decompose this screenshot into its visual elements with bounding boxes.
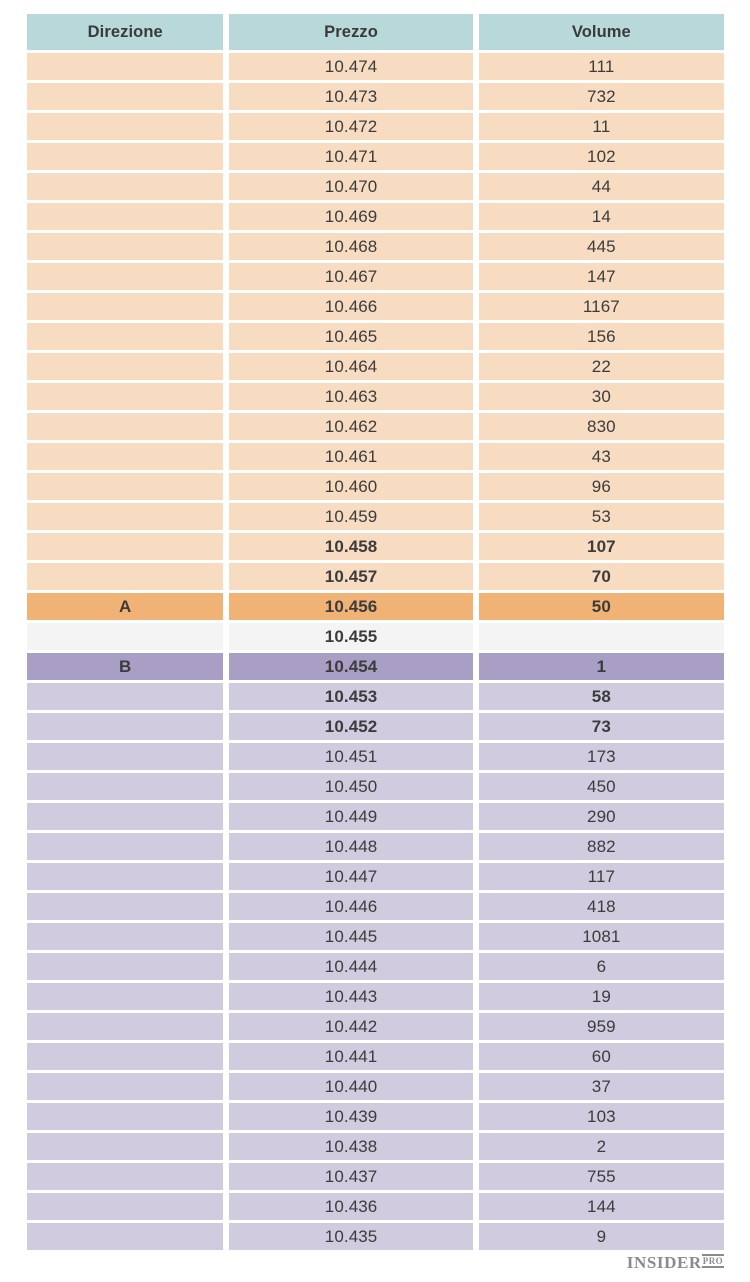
cell-prezzo: 10.441 [229, 1043, 472, 1070]
table-row[interactable] [27, 473, 724, 500]
table-row[interactable] [27, 53, 724, 80]
cell-prezzo: 10.445 [229, 923, 472, 950]
column-header-direzione: Direzione [27, 14, 223, 50]
cell-direzione [27, 323, 223, 350]
cell-prezzo: 10.470 [229, 173, 472, 200]
cell-volume: 96 [479, 473, 724, 500]
table-row[interactable] [27, 623, 724, 650]
cell-direzione [27, 203, 223, 230]
table-row[interactable] [27, 683, 724, 710]
cell-direzione [27, 1103, 223, 1130]
cell-volume: 53 [479, 503, 724, 530]
brand-tier-badge: PRO [702, 1256, 723, 1266]
cell-volume: 445 [479, 233, 724, 260]
cell-prezzo: 10.444 [229, 953, 472, 980]
cell-prezzo: 10.453 [229, 683, 472, 710]
cell-prezzo: 10.439 [229, 1103, 472, 1130]
cell-direzione [27, 1013, 223, 1040]
column-header-volume: Volume [479, 14, 724, 50]
table-row[interactable] [27, 113, 724, 140]
table-row[interactable] [27, 203, 724, 230]
table-row[interactable] [27, 83, 724, 110]
cell-prezzo: 10.459 [229, 503, 472, 530]
brand-name: INSIDER [626, 1253, 702, 1272]
cell-direzione [27, 503, 223, 530]
table-row[interactable] [27, 323, 724, 350]
table-row[interactable] [27, 353, 724, 380]
cell-prezzo: 10.449 [229, 803, 472, 830]
cell-volume: 14 [479, 203, 724, 230]
order-book-table [27, 14, 724, 1253]
cell-volume: 882 [479, 833, 724, 860]
cell-prezzo: 10.437 [229, 1163, 472, 1190]
cell-prezzo: 10.473 [229, 83, 472, 110]
cell-direzione [27, 1163, 223, 1190]
table-body [27, 53, 724, 1250]
cell-prezzo: 10.456 [229, 593, 472, 620]
cell-direzione [27, 713, 223, 740]
table-row[interactable] [27, 593, 724, 620]
cell-prezzo: 10.440 [229, 1073, 472, 1100]
cell-volume: 830 [479, 413, 724, 440]
cell-direzione [27, 143, 223, 170]
cell-direzione [27, 1133, 223, 1160]
cell-direzione [27, 263, 223, 290]
cell-direzione [27, 83, 223, 110]
cell-prezzo: 10.462 [229, 413, 472, 440]
cell-direzione [27, 173, 223, 200]
cell-volume: 290 [479, 803, 724, 830]
cell-direzione [27, 383, 223, 410]
cell-prezzo: 10.443 [229, 983, 472, 1010]
cell-volume: 1081 [479, 923, 724, 950]
cell-prezzo: 10.446 [229, 893, 472, 920]
cell-prezzo: 10.461 [229, 443, 472, 470]
cell-prezzo: 10.474 [229, 53, 472, 80]
table-row[interactable] [27, 1193, 724, 1220]
cell-prezzo: 10.471 [229, 143, 472, 170]
table-row[interactable] [27, 233, 724, 260]
table-row[interactable] [27, 743, 724, 770]
cell-prezzo: 10.467 [229, 263, 472, 290]
table-row[interactable] [27, 533, 724, 560]
cell-volume: 44 [479, 173, 724, 200]
table-row[interactable] [27, 383, 724, 410]
cell-volume: 2 [479, 1133, 724, 1160]
cell-prezzo: 10.460 [229, 473, 472, 500]
cell-volume: 9 [479, 1223, 724, 1250]
cell-volume: 60 [479, 1043, 724, 1070]
cell-direzione [27, 923, 223, 950]
table-row[interactable] [27, 443, 724, 470]
table-row[interactable] [27, 653, 724, 680]
cell-direzione: A [27, 593, 223, 620]
cell-prezzo: 10.465 [229, 323, 472, 350]
cell-direzione [27, 833, 223, 860]
table-row[interactable] [27, 143, 724, 170]
cell-direzione [27, 1223, 223, 1250]
table-row[interactable] [27, 563, 724, 590]
cell-volume: 30 [479, 383, 724, 410]
cell-volume: 144 [479, 1193, 724, 1220]
cell-volume: 19 [479, 983, 724, 1010]
cell-volume: 959 [479, 1013, 724, 1040]
table-row[interactable] [27, 1043, 724, 1070]
cell-direzione [27, 563, 223, 590]
cell-direzione [27, 893, 223, 920]
cell-direzione [27, 113, 223, 140]
table-row[interactable] [27, 1073, 724, 1100]
cell-volume: 117 [479, 863, 724, 890]
table-row[interactable] [27, 1103, 724, 1130]
cell-prezzo: 10.451 [229, 743, 472, 770]
table-row[interactable] [27, 803, 724, 830]
cell-volume: 103 [479, 1103, 724, 1130]
insider-pro-logo [627, 1253, 724, 1273]
table-row[interactable] [27, 893, 724, 920]
cell-prezzo: 10.448 [229, 833, 472, 860]
cell-volume: 50 [479, 593, 724, 620]
table-row[interactable] [27, 773, 724, 800]
cell-volume: 111 [479, 53, 724, 80]
column-header-prezzo: Prezzo [229, 14, 472, 50]
table-row[interactable] [27, 833, 724, 860]
table-header-row [27, 14, 724, 50]
table-row[interactable] [27, 1223, 724, 1250]
cell-direzione [27, 773, 223, 800]
cell-volume: 102 [479, 143, 724, 170]
cell-prezzo: 10.463 [229, 383, 472, 410]
cell-volume: 58 [479, 683, 724, 710]
cell-direzione: B [27, 653, 223, 680]
table-row[interactable] [27, 953, 724, 980]
cell-volume: 70 [479, 563, 724, 590]
table-row[interactable] [27, 503, 724, 530]
table-row[interactable] [27, 413, 724, 440]
cell-prezzo: 10.436 [229, 1193, 472, 1220]
cell-volume: 22 [479, 353, 724, 380]
cell-volume: 156 [479, 323, 724, 350]
table-row[interactable] [27, 983, 724, 1010]
cell-direzione [27, 413, 223, 440]
cell-prezzo: 10.469 [229, 203, 472, 230]
table-row[interactable] [27, 293, 724, 320]
cell-direzione [27, 803, 223, 830]
cell-volume: 1167 [479, 293, 724, 320]
table-row[interactable] [27, 923, 724, 950]
cell-prezzo: 10.466 [229, 293, 472, 320]
cell-volume: 6 [479, 953, 724, 980]
cell-volume: 1 [479, 653, 724, 680]
cell-volume: 173 [479, 743, 724, 770]
cell-prezzo: 10.452 [229, 713, 472, 740]
cell-volume: 43 [479, 443, 724, 470]
cell-direzione [27, 1043, 223, 1070]
cell-volume: 147 [479, 263, 724, 290]
cell-volume: 37 [479, 1073, 724, 1100]
cell-prezzo: 10.455 [229, 623, 472, 650]
cell-prezzo: 10.435 [229, 1223, 472, 1250]
cell-prezzo: 10.447 [229, 863, 472, 890]
cell-direzione [27, 233, 223, 260]
table-row[interactable] [27, 173, 724, 200]
cell-direzione [27, 1073, 223, 1100]
cell-direzione [27, 743, 223, 770]
cell-volume: 73 [479, 713, 724, 740]
table-row[interactable] [27, 713, 724, 740]
cell-volume: 450 [479, 773, 724, 800]
cell-volume: 418 [479, 893, 724, 920]
cell-prezzo: 10.458 [229, 533, 472, 560]
cell-direzione [27, 443, 223, 470]
cell-prezzo: 10.457 [229, 563, 472, 590]
cell-prezzo: 10.464 [229, 353, 472, 380]
cell-direzione [27, 293, 223, 320]
table-row[interactable] [27, 263, 724, 290]
cell-volume: 107 [479, 533, 724, 560]
cell-prezzo: 10.472 [229, 113, 472, 140]
cell-direzione [27, 623, 223, 650]
cell-direzione [27, 473, 223, 500]
table-row[interactable] [27, 1133, 724, 1160]
cell-volume [479, 623, 724, 650]
cell-direzione [27, 863, 223, 890]
cell-prezzo: 10.442 [229, 1013, 472, 1040]
cell-direzione [27, 1193, 223, 1220]
cell-prezzo: 10.468 [229, 233, 472, 260]
table-row[interactable] [27, 1163, 724, 1190]
cell-prezzo: 10.450 [229, 773, 472, 800]
cell-direzione [27, 953, 223, 980]
cell-prezzo: 10.438 [229, 1133, 472, 1160]
cell-direzione [27, 983, 223, 1010]
table-row[interactable] [27, 863, 724, 890]
cell-direzione [27, 353, 223, 380]
cell-direzione [27, 683, 223, 710]
cell-volume: 755 [479, 1163, 724, 1190]
cell-prezzo: 10.454 [229, 653, 472, 680]
cell-direzione [27, 533, 223, 560]
table-row[interactable] [27, 1013, 724, 1040]
cell-volume: 732 [479, 83, 724, 110]
cell-volume: 11 [479, 113, 724, 140]
cell-direzione [27, 53, 223, 80]
